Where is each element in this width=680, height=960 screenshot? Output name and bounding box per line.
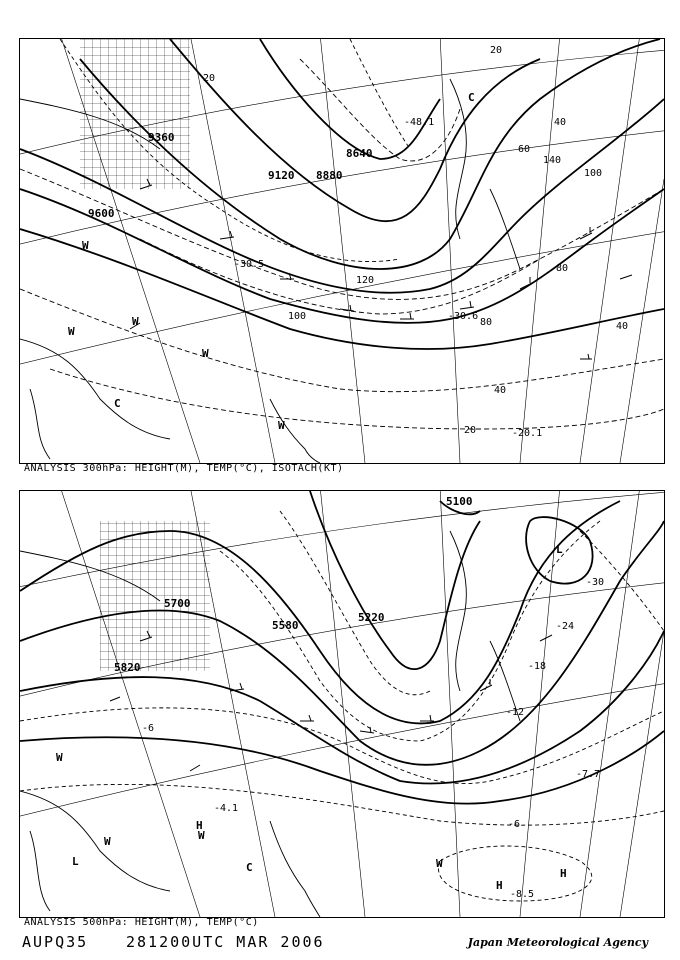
low-center-marker: L — [556, 543, 563, 556]
warm-center-marker: W — [202, 347, 209, 360]
temperature-label: -12 — [506, 707, 525, 718]
warm-center-marker: W — [278, 419, 285, 432]
temperature-label: -7.7 — [576, 769, 601, 780]
isotach-label: 20 — [464, 425, 477, 436]
height-label: 5220 — [358, 611, 385, 624]
cold-center-marker: C — [246, 861, 253, 874]
temperature-label: -6 — [142, 723, 155, 734]
product-code: AUPQ35 — [22, 933, 89, 951]
caption-500hpa: ANALYSIS 500hPa: HEIGHT(M), TEMP(°C) — [24, 917, 259, 928]
warm-center-marker: W — [436, 857, 443, 870]
analysis-500hpa-map — [19, 490, 665, 918]
height-label: 9120 — [268, 169, 295, 182]
cold-center-marker: C — [468, 91, 475, 104]
high-center-marker: H — [560, 867, 567, 880]
temperature-label: -20.1 — [512, 428, 543, 439]
caption-300hpa: ANALYSIS 300hPa: HEIGHT(M), TEMP(°C), ISOTACH(KT) — [24, 463, 344, 474]
height-label: 5820 — [114, 661, 141, 674]
temperature-label: -4.1 — [214, 803, 239, 814]
high-center-marker: H — [196, 819, 203, 832]
isotach-label: 140 — [543, 155, 562, 166]
warm-center-marker: W — [132, 315, 139, 328]
temperature-label: -6 — [508, 819, 521, 830]
isotach-label: 100 — [584, 168, 603, 179]
low-center-marker: L — [72, 855, 79, 868]
temperature-label: -8.5 — [510, 889, 535, 900]
temperature-label: -30.5 — [234, 259, 265, 270]
isotach-label: 40 — [554, 117, 567, 128]
warm-center-marker: W — [56, 751, 63, 764]
map-500hpa-canvas — [20, 491, 664, 917]
isotach-label: 100 — [288, 311, 307, 322]
high-center-marker: H — [496, 879, 503, 892]
height-label: 5580 — [272, 619, 299, 632]
temperature-label: -24 — [556, 621, 575, 632]
height-label: 5100 — [446, 495, 473, 508]
valid-time: 281200UTC MAR 2006 — [126, 933, 325, 951]
cold-center-marker: C — [114, 397, 121, 410]
isotach-label: 60 — [518, 144, 531, 155]
height-label: 8640 — [346, 147, 373, 160]
plateau-hatch — [80, 39, 190, 189]
height-label: 8880 — [316, 169, 343, 182]
isotach-label: 120 — [356, 275, 375, 286]
isotach-label: 20 — [490, 45, 503, 56]
height-label: 5700 — [164, 597, 191, 610]
temperature-label: -30.6 — [448, 311, 479, 322]
height-label: 9360 — [148, 131, 175, 144]
warm-center-marker: W — [104, 835, 111, 848]
isotach-label: 40 — [494, 385, 507, 396]
isotach-label: 40 — [616, 321, 629, 332]
agency-credit: Japan Meteorological Agency — [467, 936, 648, 949]
temperature-label: -30 — [586, 577, 605, 588]
isotach-labels-300 — [203, 45, 628, 436]
warm-center-marker: W — [68, 325, 75, 338]
height-label: 9600 — [88, 207, 115, 220]
warm-center-marker: W — [198, 829, 205, 842]
warm-center-marker: W — [82, 239, 89, 252]
isotach-label: 80 — [556, 263, 569, 274]
isotach-label: 20 — [203, 73, 216, 84]
temperature-label: -48.1 — [404, 117, 435, 128]
map-300hpa-canvas — [20, 39, 664, 463]
analysis-300hpa-map — [19, 38, 665, 464]
plateau-hatch — [100, 521, 210, 671]
isotach-label: 80 — [480, 317, 493, 328]
temperature-label: -18 — [528, 661, 547, 672]
